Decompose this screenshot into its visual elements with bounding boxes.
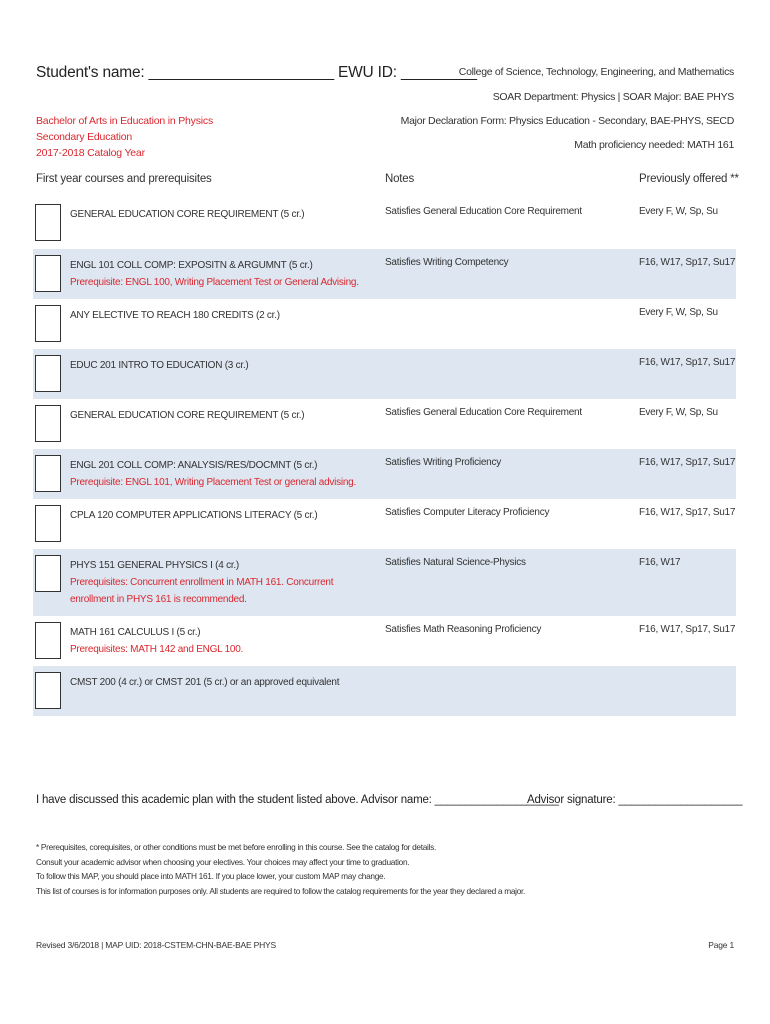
course-title: ENGL 201 COLL COMP: ANALYSIS/RES/DOCMNT (5 cr.) [70, 460, 318, 471]
course-checkbox[interactable] [35, 622, 61, 659]
course-offered: F16, W17, Sp17, Su17 [639, 457, 736, 468]
footnote-math-placement: To follow this MAP, you should place into MATH 161. If you place lower, your custom MAP may change. [36, 871, 386, 882]
course-note: Satisfies Writing Competency [385, 257, 509, 268]
course-title: MATH 161 CALCULUS I (5 cr.) [70, 627, 201, 638]
college-name: College of Science, Technology, Engineering, and Mathematics [458, 66, 734, 78]
courses-column-header: First year courses and prerequisites [36, 173, 212, 185]
course-title: CPLA 120 COMPUTER APPLICATIONS LITERACY (5 cr.) [70, 510, 318, 521]
course-title: ANY ELECTIVE TO REACH 180 CREDITS (2 cr.) [70, 310, 280, 321]
course-list [33, 198, 736, 716]
course-title: PHYS 151 GENERAL PHYSICS I (4 cr.) [70, 560, 239, 571]
course-row [33, 616, 736, 666]
course-row [33, 499, 736, 549]
course-title: CMST 200 (4 cr.) or CMST 201 (5 cr.) or an approved equivalent [70, 677, 340, 688]
math-proficiency: Math proficiency needed: MATH 161 [574, 139, 734, 151]
course-note: Satisfies Computer Literacy Proficiency [385, 507, 550, 518]
course-details [70, 624, 370, 658]
course-checkbox[interactable] [35, 355, 61, 392]
course-note: Satisfies Math Reasoning Proficiency [385, 624, 542, 635]
course-note: Satisfies Natural Science-Physics [385, 557, 526, 568]
course-prerequisite: Prerequisites: MATH 142 and ENGL 100. [70, 644, 244, 655]
revision-info: Revised 3/6/2018 | MAP UID: 2018-CSTEM-CHN-BAE-BAE PHYS [36, 940, 276, 950]
course-row [33, 198, 736, 249]
course-checkbox[interactable] [35, 255, 61, 292]
course-row [33, 449, 736, 499]
course-note: Satisfies Writing Proficiency [385, 457, 501, 468]
course-title: EDUC 201 INTRO TO EDUCATION (3 cr.) [70, 360, 249, 371]
course-row [33, 299, 736, 349]
course-title: GENERAL EDUCATION CORE REQUIREMENT (5 cr.) [70, 209, 305, 220]
page-number: Page 1 [708, 940, 734, 950]
footnote-prerequisites: * Prerequisites, corequisites, or other conditions must be met before enrolling in this course. See the catalog for details. [36, 842, 437, 852]
course-offered: F16, W17, Sp17, Su17 [639, 357, 736, 368]
course-offered: Every F, W, Sp, Su [639, 307, 718, 318]
course-prerequisite: Prerequisite: ENGL 101, Writing Placement Test or general advising. [70, 477, 356, 488]
course-offered: Every F, W, Sp, Su [639, 206, 718, 217]
course-checkbox[interactable] [35, 672, 61, 709]
course-title: ENGL 101 COLL COMP: EXPOSITN & ARGUMNT (5 cr.) [70, 260, 313, 271]
course-row [33, 349, 736, 399]
major-declaration-form: Major Declaration Form: Physics Education - Secondary, BAE-PHYS, SECD [400, 115, 734, 127]
advisor-signature-line: Advisor signature: ____________________ [527, 794, 743, 806]
course-row [33, 399, 736, 449]
footnotes [36, 840, 525, 898]
course-offered: F16, W17, Sp17, Su17 [639, 624, 736, 635]
course-checkbox[interactable] [35, 455, 61, 492]
catalog-year: 2017-2018 Catalog Year [36, 147, 145, 159]
degree-track: Secondary Education [36, 131, 133, 143]
course-note: Satisfies General Education Core Requirement [385, 206, 582, 217]
course-row [33, 666, 736, 716]
course-row [33, 249, 736, 299]
course-prerequisite: Prerequisites: Concurrent enrollment in MATH 161. Concurrent enrollment in PHYS 161 is recommended. [70, 577, 334, 605]
course-prerequisite: Prerequisite: ENGL 100, Writing Placement Test or General Advising. [70, 277, 359, 288]
footnote-information: This list of courses is for information purposes only. All students are required to follow the catalog requirements for the year they declared a major. [36, 885, 526, 896]
course-offered: Every F, W, Sp, Su [639, 407, 718, 418]
footnote-advisor: Consult your academic advisor when choosing your electives. Your choices may affect your time to graduation. [36, 856, 410, 867]
degree-title: Bachelor of Arts in Education in Physics [36, 115, 214, 127]
course-offered: F16, W17, Sp17, Su17 [639, 257, 736, 268]
course-checkbox[interactable] [35, 305, 61, 342]
course-checkbox[interactable] [35, 405, 61, 442]
advisor-name-line: I have discussed this academic plan with the student listed above. Advisor name: ____________________ [36, 794, 559, 806]
course-details [70, 457, 370, 491]
course-row [33, 549, 736, 616]
course-checkbox[interactable] [35, 204, 61, 241]
course-offered: F16, W17 [639, 557, 681, 568]
notes-column-header: Notes [385, 173, 415, 185]
course-title: GENERAL EDUCATION CORE REQUIREMENT (5 cr.) [70, 410, 305, 421]
course-offered: F16, W17, Sp17, Su17 [639, 507, 736, 518]
course-details [70, 257, 370, 291]
student-name-line: Student's name: ______________________ EWU ID: _________ [36, 64, 477, 81]
course-details [70, 557, 370, 608]
course-note: Satisfies General Education Core Requirement [385, 407, 582, 418]
soar-department: SOAR Department: Physics | SOAR Major: BAE PHYS [492, 91, 734, 103]
course-checkbox[interactable] [35, 505, 61, 542]
course-checkbox[interactable] [35, 555, 61, 592]
offered-column-header: Previously offered ** [639, 173, 739, 185]
